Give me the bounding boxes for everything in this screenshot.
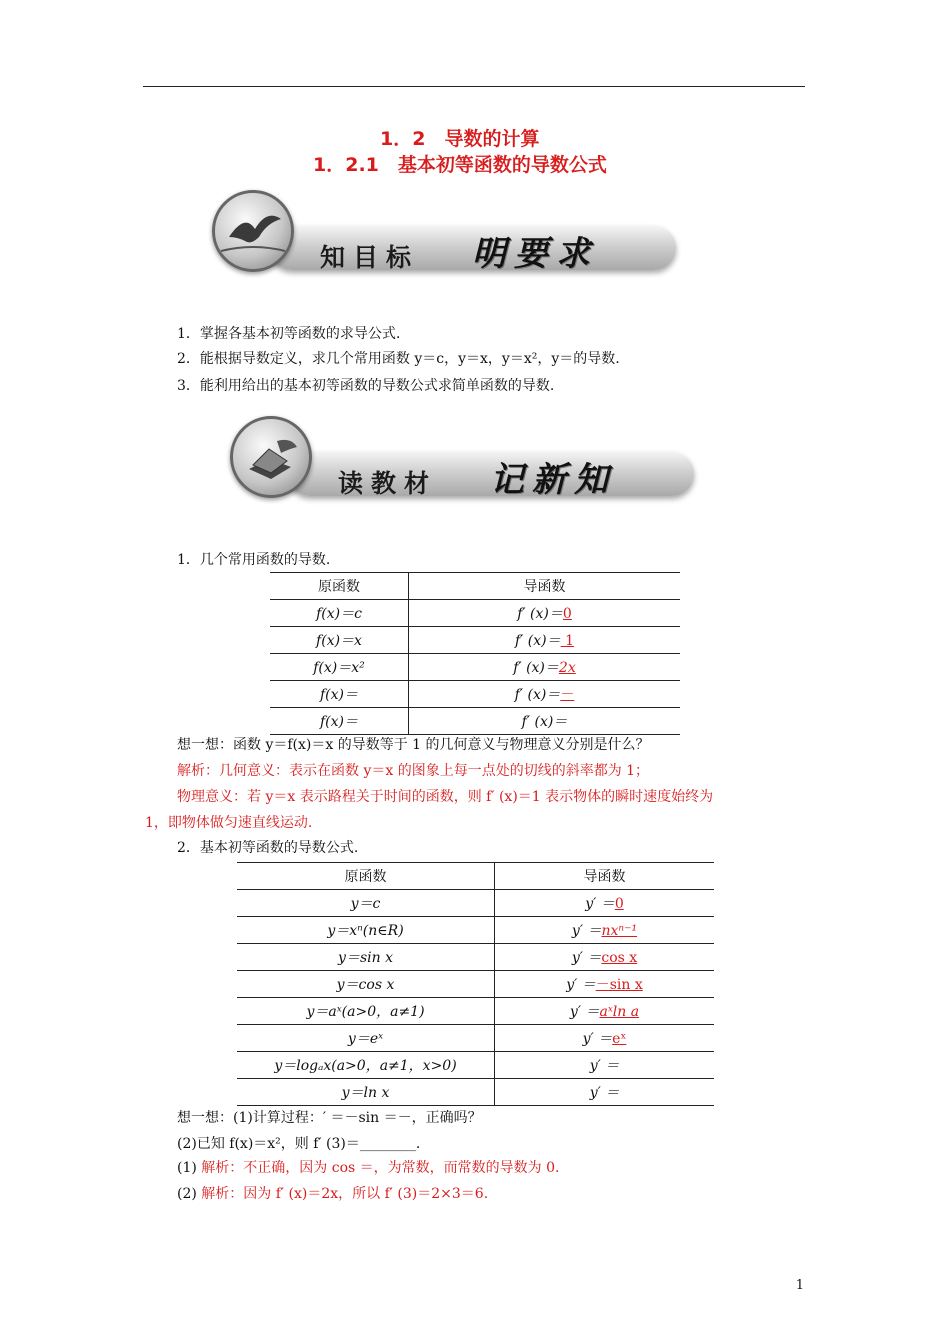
table-cell-derivative: y′ ＝ [589, 1058, 620, 1074]
table-row [237, 998, 714, 1025]
table-row [270, 681, 680, 708]
answer-line: (1) 解析：不正确，因为 cos ＝，为常数，而常数的导数为 0. [177, 1160, 560, 1176]
answer-fill: －sin x [595, 977, 643, 993]
answer-fill: － [560, 687, 575, 703]
goal-item: 2．能根据导数定义，求几个常用函数 y＝c，y＝x，y＝x²，y＝的导数. [177, 351, 620, 367]
answer-fill: aˣln a [599, 1004, 640, 1020]
section-heading: 1．几个常用函数的导数. [177, 552, 331, 568]
answer-label: 解析： [177, 763, 219, 779]
banner-big-text: 明要求 [472, 234, 598, 274]
goal-item: 1．掌握各基本初等函数的求导公式. [177, 326, 401, 342]
table-cell-derivative: f′ (x)＝－ [514, 687, 575, 703]
table-row [237, 1079, 714, 1106]
table-row [237, 890, 714, 917]
table-row [237, 917, 714, 944]
table-cell-original: y＝aˣ(a>0，a≠1) [237, 998, 495, 1025]
table-cell-original: y＝eˣ [237, 1025, 495, 1052]
table-cell-derivative: y′ ＝ [589, 1085, 620, 1101]
answer-line: 物理意义：若 y＝x 表示路程关于时间的函数，则 f′ (x)＝1 表示物体的瞬时速度始终为 [177, 789, 714, 805]
table-row [270, 708, 680, 735]
table-row [237, 1052, 714, 1079]
book-icon [230, 416, 312, 498]
table-cell-original: f(x)＝ [270, 681, 409, 708]
banner-big-text: 记新知 [490, 460, 616, 500]
column-header: 原函数 [237, 863, 495, 890]
banner-small-text: 知目标 [320, 243, 420, 272]
column-header: 导函数 [523, 579, 566, 595]
table-cell-derivative: y′ ＝eˣ [582, 1031, 627, 1047]
table-cell-original: f(x)＝ [270, 708, 409, 735]
think-question: (2)已知 f(x)＝x²，则 f′ (3)＝________. [177, 1136, 421, 1152]
section-title: 1．2 导数的计算 [380, 128, 540, 150]
table-row [270, 627, 680, 654]
answer-fill: nxⁿ⁻¹ [601, 923, 638, 939]
column-header: 原函数 [270, 573, 409, 600]
table-row [237, 944, 714, 971]
table-header-row [270, 573, 680, 600]
answer-fill: cos x [601, 950, 638, 966]
banner-small-text: 读教材 [338, 469, 438, 498]
answer-line: (2) 解析：因为 f′ (x)＝2x，所以 f′ (3)＝2×3＝6. [177, 1186, 489, 1202]
table-cell-derivative: f′ (x)＝ 1 [515, 633, 574, 649]
answer-label: 解析： [201, 1160, 244, 1176]
answer-fill: eˣ [612, 1031, 627, 1047]
table-cell-derivative: y′ ＝aˣln a [569, 1004, 640, 1020]
banner-goals [210, 188, 680, 278]
banner-reading [228, 412, 698, 504]
answer-fill: 1 [560, 633, 574, 649]
subsection-title: 1．2.1 基本初等函数的导数公式 [313, 154, 607, 176]
table-cell-derivative: f′ (x)＝ [521, 714, 568, 730]
basic-derivatives-table [237, 862, 714, 1106]
table-cell-original: y＝sin x [237, 944, 495, 971]
eagle-icon [212, 190, 294, 272]
table-cell-derivative: y′ ＝nxⁿ⁻¹ [571, 923, 638, 939]
table-cell-derivative: y′ ＝cos x [571, 950, 638, 966]
table-row [237, 971, 714, 998]
table-cell-original: y＝logₐx(a>0，a≠1，x>0) [237, 1052, 495, 1079]
table-row [237, 1025, 714, 1052]
table-cell-derivative: y′ ＝－sin x [566, 977, 643, 993]
header-rule [143, 86, 805, 87]
table-row [270, 654, 680, 681]
goal-item: 3．能利用给出的基本初等函数的导数公式求简单函数的导数. [177, 378, 555, 394]
table-cell-original: f(x)＝x [270, 627, 409, 654]
common-derivatives-table [270, 572, 680, 735]
table-cell-derivative: y′ ＝0 [585, 896, 624, 912]
column-header: 导函数 [583, 869, 626, 885]
table-row [270, 600, 680, 627]
table-cell-original: y＝c [237, 890, 495, 917]
table-cell-derivative: f′ (x)＝0 [517, 606, 572, 622]
table-cell-original: y＝cos x [237, 971, 495, 998]
section-heading: 2．基本初等函数的导数公式. [177, 840, 359, 856]
answer-line: 1，即物体做匀速直线运动. [145, 815, 313, 831]
answer-line: 解析：几何意义：表示在函数 y＝x 的图象上每一点处的切线的斜率都为 1； [177, 763, 650, 779]
table-cell-derivative: f′ (x)＝2x [513, 660, 576, 676]
table-cell-original: f(x)＝x² [270, 654, 409, 681]
answer-label: 解析： [201, 1186, 244, 1202]
answer-fill: 0 [562, 606, 572, 622]
think-question: 想一想：函数 y＝f(x)＝x 的导数等于 1 的几何意义与物理意义分别是什么？ [177, 737, 650, 753]
answer-fill: 0 [614, 896, 624, 912]
table-cell-original: y＝ln x [237, 1079, 495, 1106]
table-cell-original: f(x)＝c [270, 600, 409, 627]
answer-fill: 2x [558, 660, 576, 676]
table-header-row [237, 863, 714, 890]
table-cell-original: y＝xⁿ(n∈R) [237, 917, 495, 944]
page-number: 1 [795, 1278, 804, 1293]
think-question: 想一想：(1)计算过程：′ ＝－sin ＝－，正确吗？ [177, 1110, 482, 1126]
